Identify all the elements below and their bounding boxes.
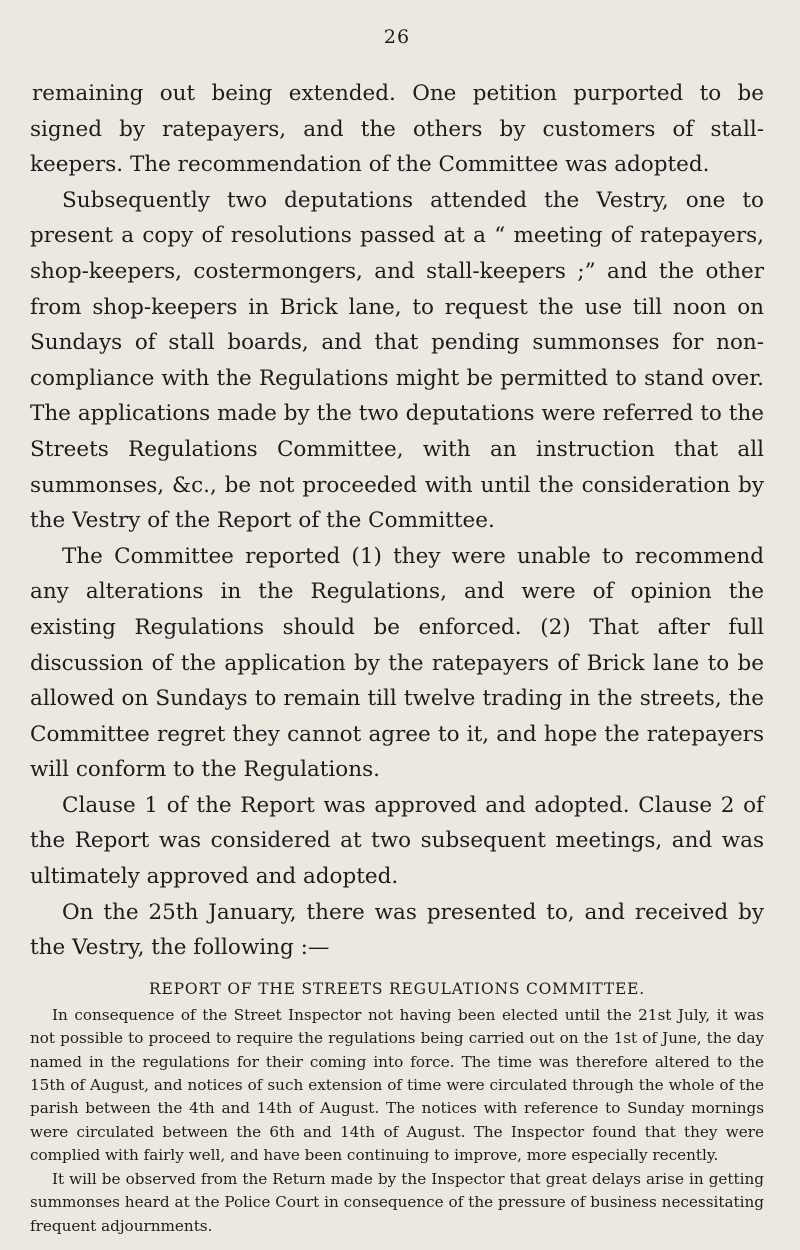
page-number: 26 — [383, 26, 411, 48]
paragraph-clauses: Clause 1 of the Report was approved and adopted. Clause 2 of the Report was considered at two subsequent meetings, and was ultimately approved and adopted. — [30, 792, 764, 890]
report-heading: REPORT OF THE STREETS REGULATIONS COMMITTEE. — [149, 979, 645, 998]
report-paragraph-inspector: In consequence of the Street Inspector not having been elected until the 21st July, it was not possible to proceed to require the regulations being carried out on the 1st of June, the day named in the regulations for their coming into force. The time was therefore altered to the 15th of August, and notices of such extension of time were circulated through the whole of the parish between the 4th and 14th of August. The notices with reference to Sunday mornings were circulated between the 6th and 14th of August. The Inspector found that they were complied with fairly well, and have been continuing to improve, more especially recently. — [30, 1005, 764, 1165]
paragraph-committee-report: The Committee reported (1) they were unable to recommend any alterations in the Regulations, and were of opinion the existing Regulations should be enforced. (2) That after full discussion of the application by the ratepayers of Brick lane to be allowed on Sundays to remain till twelve trading in the streets, the Committee regret they cannot agree to it, and hope the ratepayers will conform to the Regulations. — [30, 543, 764, 783]
paragraph-continuation: remaining out being extended. One petition purported to be signed by ratepayers, and the others by customers of stall-keepers. The recommendation of the Committee was adopted. — [30, 81, 764, 178]
paragraph-deputations: Subsequently two deputations attended the Vestry, one to present a copy of resolutions passed at a “ meeting of ratepayers, shop-keepers, costermongers, and stall-keepers ;” and the other from shop-keepers in Brick lane, to request the use till noon on Sundays of stall boards, and that pending summonses for non-compliance with the Regulations might be permitted to stand over. The applications made by the two deputations were referred to the Streets Regulations Committee, with an instruction that all summonses, &c., be not proceeded with until the consideration by the Vestry of the Report of the Committee. — [30, 187, 764, 534]
report-paragraph-delays: It will be observed from the Return made by the Inspector that great delays arise in getting summonses heard at the Police Court in consequence of the pressure of business necessitating frequent adjournments. — [30, 1169, 764, 1235]
paragraph-presented: On the 25th January, there was presented to, and received by the Vestry, the following :— — [30, 899, 764, 961]
